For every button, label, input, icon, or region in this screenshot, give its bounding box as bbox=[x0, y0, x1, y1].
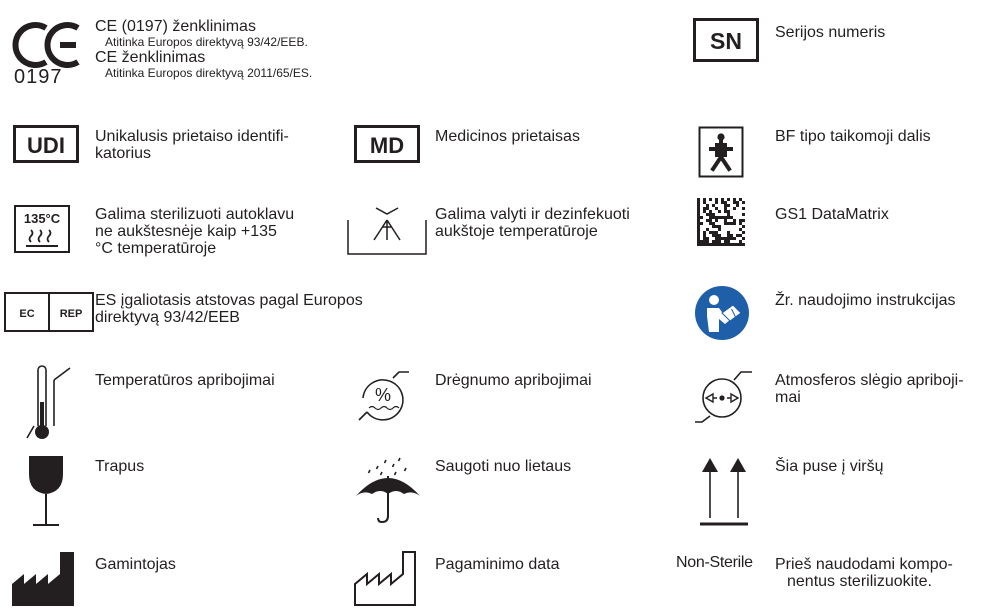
serial-number-symbol bbox=[693, 18, 759, 62]
mfgdate-description: Pagaminimo data bbox=[435, 556, 560, 573]
temperature-limit-symbol bbox=[24, 366, 74, 444]
ecrep-description bbox=[95, 292, 363, 326]
fragile-symbol bbox=[25, 454, 69, 530]
thermal-disinfection-symbol bbox=[346, 204, 428, 256]
ce-title-1: CE (0197) ženklinimas bbox=[95, 18, 256, 35]
date-of-manufacture-symbol bbox=[354, 550, 416, 606]
udi-icon bbox=[13, 125, 79, 163]
humidity-icon bbox=[355, 368, 411, 424]
ecrep-text-1: ES įgaliotasis atstovas pagal Europos bbox=[95, 292, 363, 309]
nonsterile-description bbox=[775, 556, 953, 590]
pressure-description bbox=[775, 372, 964, 406]
ec-label: EC bbox=[19, 308, 35, 320]
udi-label: UDI bbox=[27, 133, 65, 158]
ce-sub-2: Atitinka Europos direktyvą 2011/65/ES. bbox=[105, 66, 313, 80]
md-label: MD bbox=[369, 133, 405, 158]
atmospheric-pressure-icon bbox=[694, 368, 754, 424]
fragile-description: Trapus bbox=[95, 458, 145, 475]
humidity-limit-symbol bbox=[355, 368, 411, 424]
umbrella-icon bbox=[354, 456, 422, 526]
ec-rep-icon bbox=[4, 292, 94, 332]
this-side-up-arrows-icon bbox=[700, 454, 748, 530]
gs1-description: GS1 DataMatrix bbox=[775, 206, 889, 223]
instructions-for-use-icon bbox=[695, 286, 749, 340]
wash-text-2: aukštoje temperatūroje bbox=[435, 223, 598, 240]
wash-description bbox=[435, 206, 630, 240]
udi-text-2: katorius bbox=[95, 145, 152, 162]
ce-title-2: CE ženklinimas bbox=[95, 49, 206, 66]
up-description: Šia puse į viršų bbox=[775, 458, 884, 475]
humidity-percent: % bbox=[374, 385, 392, 405]
bf-description: BF tipo taikomoji dalis bbox=[775, 128, 931, 145]
ecrep-text-2: direktyvą 93/42/EEB bbox=[95, 309, 240, 326]
serial-number-icon bbox=[693, 18, 759, 62]
nonsterile-text-1: Prieš naudodami kompo- bbox=[775, 556, 953, 573]
wash-text-1: Galima valyti ir dezinfekuoti bbox=[435, 206, 630, 223]
autoclave-temp: 135°C bbox=[23, 211, 61, 226]
pressure-text-1: Atmosferos slėgio apriboji- bbox=[775, 372, 964, 389]
bf-applied-part-icon bbox=[698, 126, 744, 178]
md-icon bbox=[354, 125, 420, 163]
manufacturer-description: Gamintojas bbox=[95, 556, 176, 573]
udi-symbol bbox=[13, 125, 79, 163]
sn-label: SN bbox=[710, 28, 742, 54]
udi-description bbox=[95, 128, 289, 162]
autoclave-text-2: ne aukštesnėje kaip +135 bbox=[95, 223, 277, 240]
humidity-description: Drėgnumo apribojimai bbox=[435, 372, 592, 389]
date-of-manufacture-icon bbox=[354, 550, 416, 606]
non-sterile-label: Non-Sterile bbox=[676, 554, 753, 571]
autoclave-description bbox=[95, 206, 294, 257]
autoclave-text-1: Galima sterilizuoti autoklavu bbox=[95, 206, 295, 223]
nonsterile-text-2: nentus sterilizuokite. bbox=[787, 573, 932, 590]
autoclave-text-3: °C temperatūroje bbox=[95, 240, 217, 257]
ec-rep-symbol bbox=[4, 292, 94, 332]
autoclave-icon bbox=[14, 205, 70, 253]
md-description: Medicinos prietaisas bbox=[435, 128, 580, 145]
thermometer-icon bbox=[24, 366, 74, 444]
manufacturer-symbol bbox=[12, 550, 74, 606]
ce-sub-1: Atitinka Europos direktyvą 93/42/EEB. bbox=[105, 35, 308, 49]
pressure-limit-symbol bbox=[694, 368, 754, 424]
autoclave-symbol bbox=[14, 205, 70, 253]
rep-label: REP bbox=[59, 308, 83, 320]
sn-description: Serijos numeris bbox=[775, 24, 886, 41]
manufacturer-factory-icon bbox=[12, 550, 74, 606]
temperature-description: Temperatūros apribojimai bbox=[95, 372, 275, 389]
md-symbol bbox=[354, 125, 420, 163]
thermal-disinfection-icon bbox=[346, 204, 428, 256]
this-side-up-symbol bbox=[700, 454, 748, 530]
bf-symbol bbox=[698, 126, 744, 178]
instructions-symbol bbox=[695, 286, 749, 340]
ce-mark-symbol bbox=[14, 14, 84, 94]
ce-notified-body-code: 0197 bbox=[14, 66, 63, 88]
datamatrix-icon bbox=[697, 198, 745, 246]
datamatrix-symbol bbox=[697, 198, 745, 246]
ifu-description: Žr. naudojimo instrukcijas bbox=[775, 292, 956, 309]
pressure-text-2: mai bbox=[775, 389, 801, 406]
udi-text-1: Unikalusis prietaiso identifi- bbox=[95, 128, 289, 145]
rain-description: Saugoti nuo lietaus bbox=[435, 458, 572, 475]
fragile-glass-icon bbox=[25, 454, 69, 530]
ce-description bbox=[95, 18, 425, 80]
keep-dry-symbol bbox=[354, 456, 422, 526]
